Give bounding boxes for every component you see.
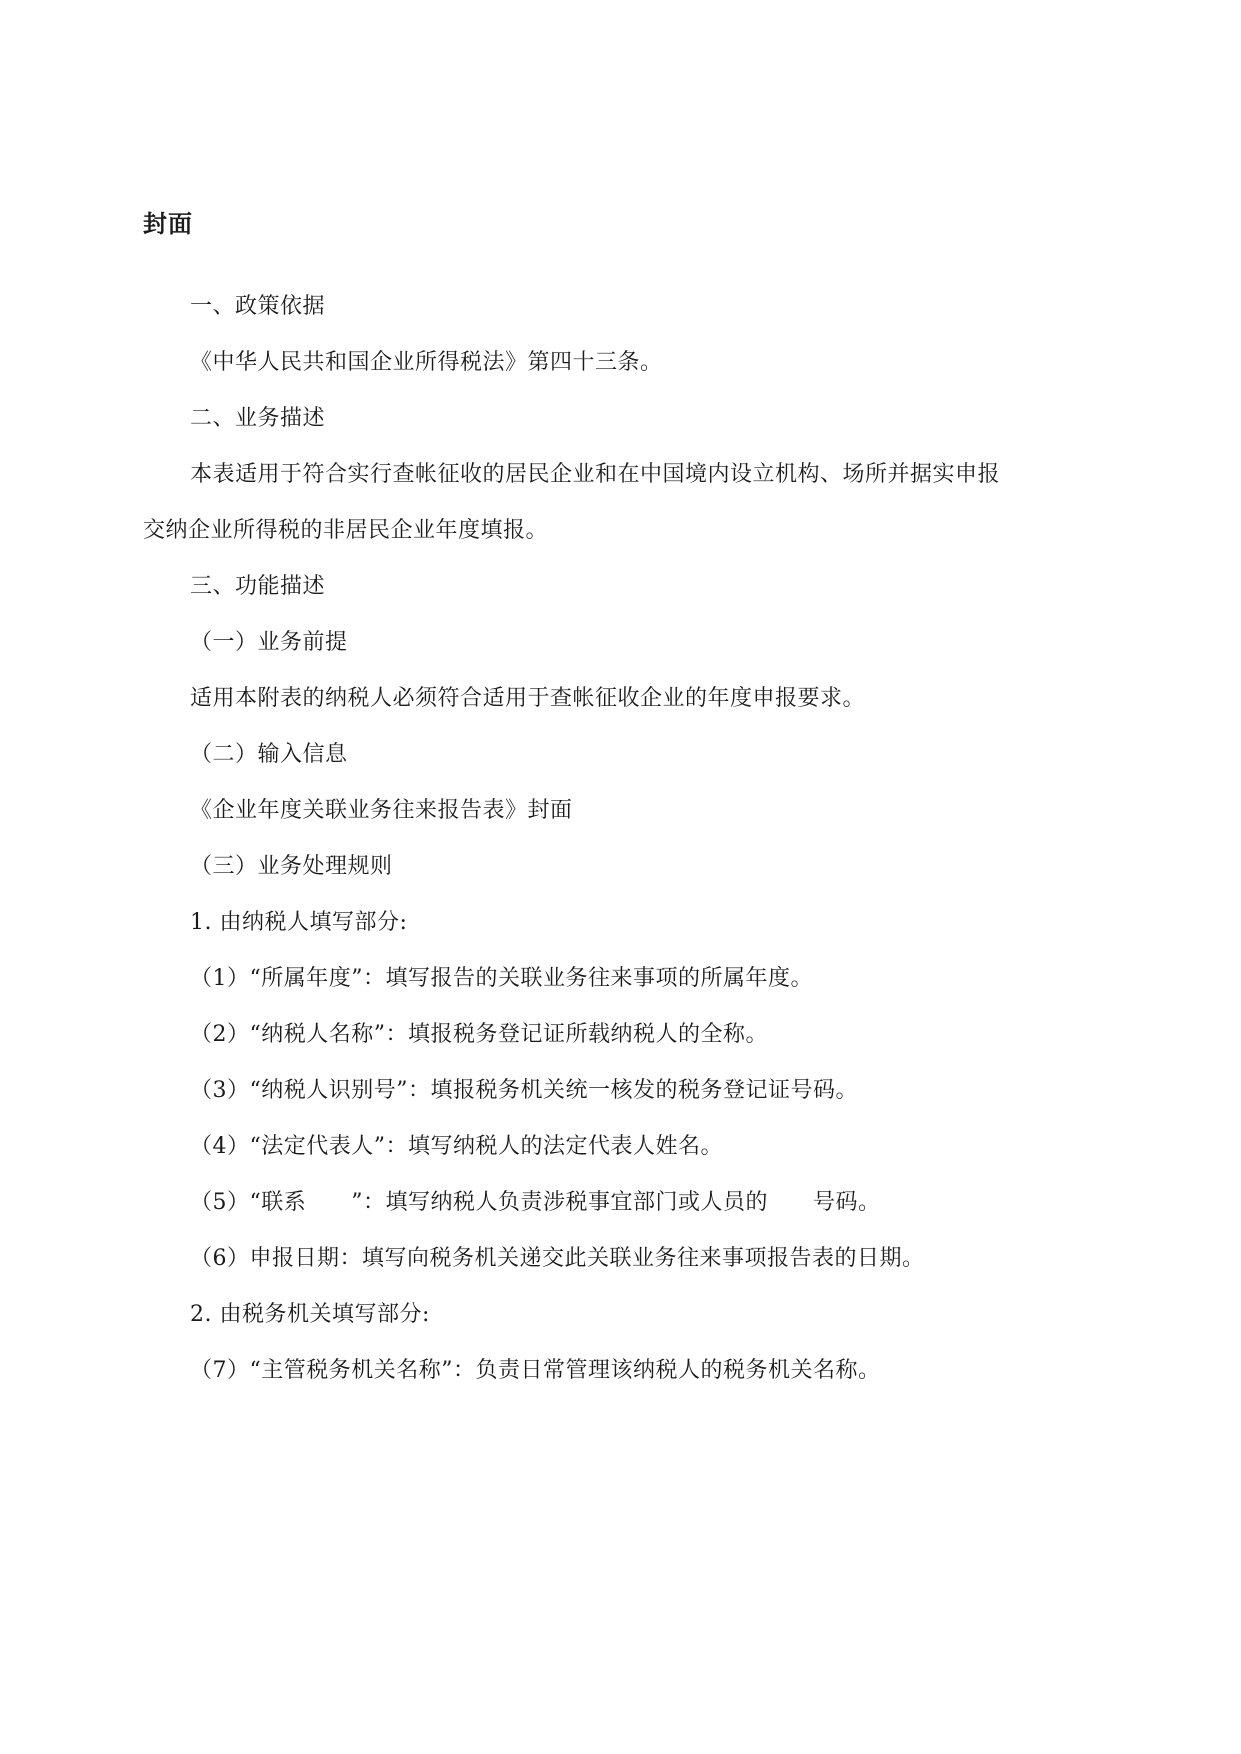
- policy-heading: 一、政策依据: [190, 294, 326, 319]
- business-heading: 二、业务描述: [190, 406, 326, 431]
- input-heading: （二）输入信息: [190, 742, 348, 767]
- rule-item: （5）“联系 ”：填写纳税人负责涉税事宜部门或人员的 号码。: [190, 1190, 881, 1215]
- premise-text: 适用本附表的纳税人必须符合适用于查帐征收企业的年度申报要求。: [190, 686, 866, 711]
- policy-text: 《中华人民共和国企业所得税法》第四十三条。: [190, 350, 663, 375]
- page-title: 封面: [143, 210, 193, 238]
- rules-heading: （三）业务处理规则: [190, 854, 393, 879]
- business-text-line2: 交纳企业所得税的非居民企业年度填报。: [143, 518, 549, 543]
- function-heading: 三、功能描述: [190, 574, 326, 599]
- rule-item: （2）“纳税人名称”：填报税务登记证所载纳税人的全称。: [190, 1022, 768, 1047]
- rule-item: （6）申报日期：填写向税务机关递交此关联业务往来事项报告表的日期。: [190, 1246, 925, 1271]
- rule-item: （4）“法定代表人”：填写纳税人的法定代表人姓名。: [190, 1134, 723, 1159]
- rule1-heading: 1. 由纳税人填写部分:: [190, 910, 408, 935]
- business-text-line1: 本表适用于符合实行查帐征收的居民企业和在中国境内设立机构、场所并据实申报: [190, 462, 1001, 487]
- rule-item: （3）“纳税人识别号”：填报税务机关统一核发的税务登记证号码。: [190, 1078, 858, 1103]
- rule2-heading: 2. 由税务机关填写部分:: [190, 1302, 430, 1327]
- input-text: 《企业年度关联业务往来报告表》封面: [190, 798, 573, 823]
- premise-heading: （一）业务前提: [190, 630, 348, 655]
- rule-item: （7）“主管税务机关名称”：负责日常管理该纳税人的税务机关名称。: [190, 1358, 881, 1383]
- rule-item: （1）“所属年度”：填写报告的关联业务往来事项的所属年度。: [190, 966, 813, 991]
